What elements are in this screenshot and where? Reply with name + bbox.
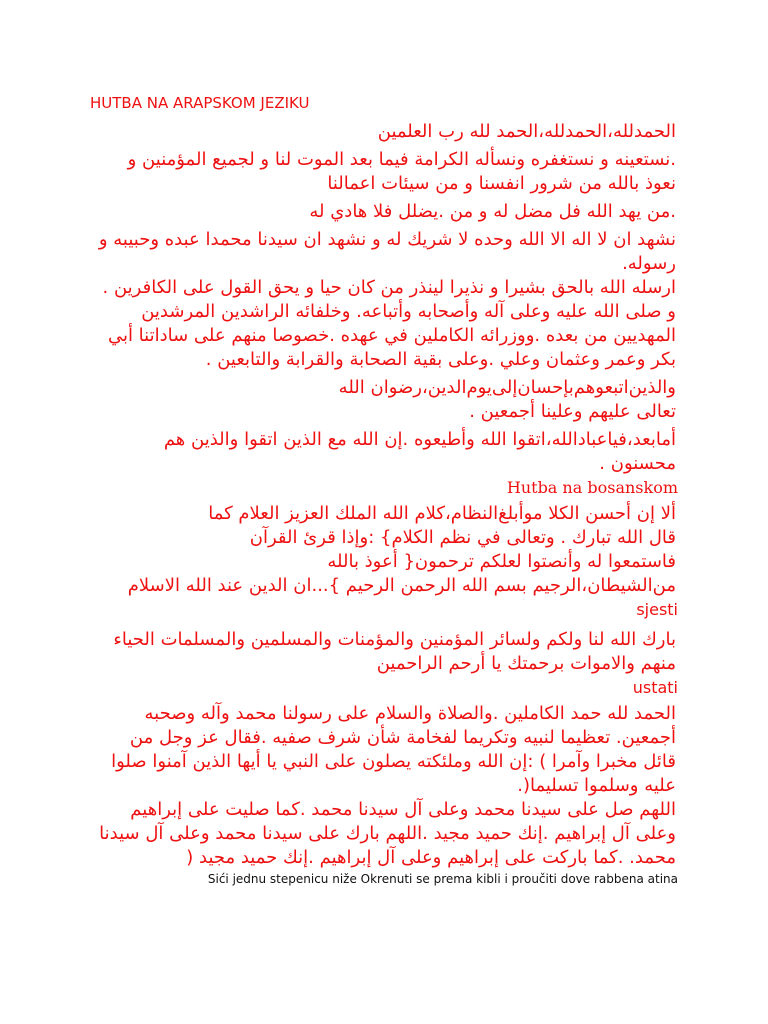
arabic-hidaya: .من يهد الله فل مضل له و من .يضلل فلا هادي له [309,201,676,222]
arabic-quran-quote: ألا إن أحسن الكلا موأبلغ‌النظام،كلام الله الملك العزيز العلام كما قال الله تبارك . وتعالى في نظم الكلام} :وإذا قرئ القرآن فاستمعوا له وأنصتوا لعلكم ترحمون{ أعوذ بالله من‌الشيطان،الرجيم بسم الله الرحمن الرحيم }...ان الدين عند الله الاسلام [127,503,676,596]
document-title: HUTBA NA ARAPSKOM JEZIKU [90,94,310,112]
instruction-ustati: ustati [632,678,678,697]
arabic-istiana: .نستعينه و نستغفره ونسأله الكرامة فيما بعد الموت لنا و لجميع المؤمنين و نعوذ بالله من شرور انفسنا و من سيئات اعمالنا [127,149,676,194]
section-heading-bosanskom: Hutba na bosanskom [506,478,678,497]
instruction-sjesti: sjesti [636,600,678,619]
arabic-dua: بارك الله لنا ولكم ولسائر المؤمنين والمؤمنات والمسلمين والمسلمات الحياء منهم والاموات برحمتك يا أرحم الراحمين [113,629,676,674]
arabic-salawat: الحمد لله حمد الكاملين .والصلاة والسلام على رسولنا محمد وآله وصحبه أجمعين. تعظيما لنبيه وتكريما لفخامة شأن شرف صفيه .فقال عز وجل من قائل مخبرا وآمرا ) :إن الله وملئكته يصلون على النبي يا أيها الذين آمنوا صلوا عليه وسلموا تسليما(. [111,703,676,796]
arabic-hamdala: الحمدلله،الحمدلله،الحمد لله رب العلمين [377,121,676,142]
arabic-shahada: نشهد ان لا اله الا الله وحده لا شريك له و نشهد ان سيدنا محمدا عبده وحبيبه و رسوله. [98,229,676,274]
footer-instruction: Sići jednu stepenicu niže Okrenuti se prema kibli i proučiti dove rabbena atina [207,872,678,886]
arabic-risala: ارسله الله بالحق بشيرا و نذيرا لينذر من كان حيا و يحق القول على الكافرين . و صلى الله عليه وعلى آله وأصحابه وأتباعه. وخلفائه الراشدين المرشدين المهديين من بعده .ووزرائه الكاملين في عهده .خصوصا منهم على ساداتنا أبي بكر وعمر وعثمان وعلي .وعلى بقية الصحابة والقرابة والتابعين . [102,277,676,370]
arabic-amma-bad: أمابعد،فياعبادالله،اتقوا الله وأطيعوه .إن الله مع الذين اتقوا والذين هم محسنون . [163,429,676,474]
arabic-ibrahimiyya: اللهم صل على سيدنا محمد وعلى آل سيدنا محمد .كما صليت على إبراهيم وعلى آل إبراهيم .إنك حميد مجيد .اللهم بارك على سيدنا محمد وعلى آل سيدنا محمد. .كما باركت على إبراهيم وعلى آل إبراهيم .إنك حميد مجيد ( [99,799,676,868]
arabic-tabiin: والذين‌اتبعوهم‌بإحسان‌إلى‌يوم‌الدين،رضوان الله تعالى عليهم وعلينا أجمعين . [338,377,676,422]
